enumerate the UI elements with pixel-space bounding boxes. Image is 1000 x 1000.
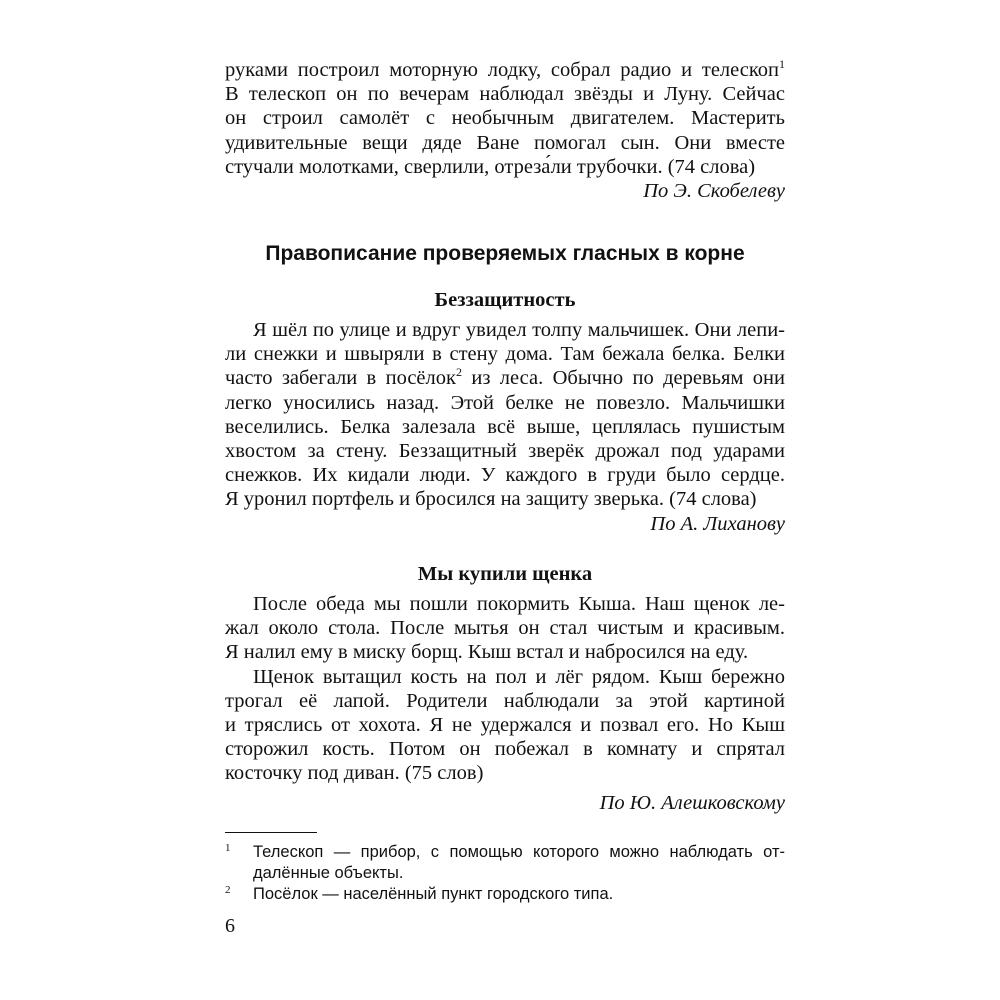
text-line: он строил самолёт с необычным двигателем. Мастерить	[225, 107, 785, 130]
text-line: стучали молотками, сверлили, отреза́ли трубочки. (74 слова)	[225, 155, 756, 178]
section-heading: Правописание проверяемых гласных в корне	[265, 242, 745, 265]
footnote-number: 1	[225, 842, 231, 854]
text-line: ли снежки и швыряли в стену дома. Там бежала белка. Белки	[225, 343, 785, 366]
footnote-number: 2	[225, 884, 231, 896]
attribution: По А. Лиханову	[650, 512, 785, 535]
text-line: Я уронил портфель и бросился на защиту зверька. (74 слова)	[225, 488, 757, 511]
text-line: хвостом за стену. Беззащитный зверёк дрожал под ударами	[225, 439, 785, 462]
text-line: В телескоп он по вечерам наблюдал звёзды и Луну. Сейчас	[225, 83, 785, 106]
text-line: Я шёл по улице и вдруг увидел толпу мальчишек. Они лепи-	[253, 319, 785, 341]
footnote-separator	[225, 832, 317, 833]
footnote-line: Телескоп — прибор, с помощью которого можно наблюдать от-	[253, 843, 785, 861]
passage-title: Беззащитность	[434, 289, 576, 311]
text-line: легко уносились назад. Этой белке не повезло. Мальчишки	[225, 391, 785, 414]
text-line: веселились. Белка залезала всё выше, цеплялась пушистым	[225, 415, 785, 438]
text-line: Щенок вытащил кость на пол и лёг рядом. Кыш бережно	[253, 665, 785, 688]
passage-body	[225, 592, 785, 815]
text-line: часто забегали в посёлок$^2$ из леса. Обычно по деревьям они	[225, 365, 785, 390]
text-line: снежков. Их кидали люди. У каждого в груди было сердце.	[225, 464, 785, 487]
attribution: По Э. Скобелеву	[643, 179, 785, 202]
text-line: жал около стола. После мытья он стал чистым и красивым.	[225, 617, 785, 640]
text-line: удивительные вещи дяде Ване помогал сын. Они вместе	[225, 131, 785, 154]
passage-title: Мы купили щенка	[417, 563, 593, 585]
footnote	[225, 884, 785, 905]
text-line: трогал её лапой. Родители наблюдали за этой картиной	[225, 689, 785, 712]
attribution: По Ю. Алешковскому	[599, 791, 785, 814]
text-line: и тряслись от хохота. Я не удержался и позвал его. Но Кыш	[225, 713, 785, 736]
text-line: Я налил ему в миску борщ. Кыш встал и набросился на еду.	[225, 641, 749, 664]
footnote-line: Посёлок — населённый пункт городского типа.	[253, 885, 614, 903]
footnote-line: далённые объекты.	[253, 864, 404, 882]
page-number: 6	[225, 915, 235, 937]
continued-passage	[225, 58, 785, 203]
text-line: косточку под диван. (75 слов)	[225, 762, 484, 785]
footnotes	[225, 842, 785, 905]
footnote-mark: 1	[779, 57, 785, 72]
footnote	[225, 842, 785, 884]
passage-body	[225, 318, 785, 536]
footnote-mark: 2	[455, 365, 462, 380]
text-line: сторожил кость. Потом он побежал в комнату и спрятал	[225, 738, 785, 761]
text-line: руками построил моторную лодку, собрал радио и телескоп$^1$	[225, 57, 785, 81]
text-line: После обеда мы пошли покормить Кыша. Наш щенок ле-	[253, 593, 785, 615]
